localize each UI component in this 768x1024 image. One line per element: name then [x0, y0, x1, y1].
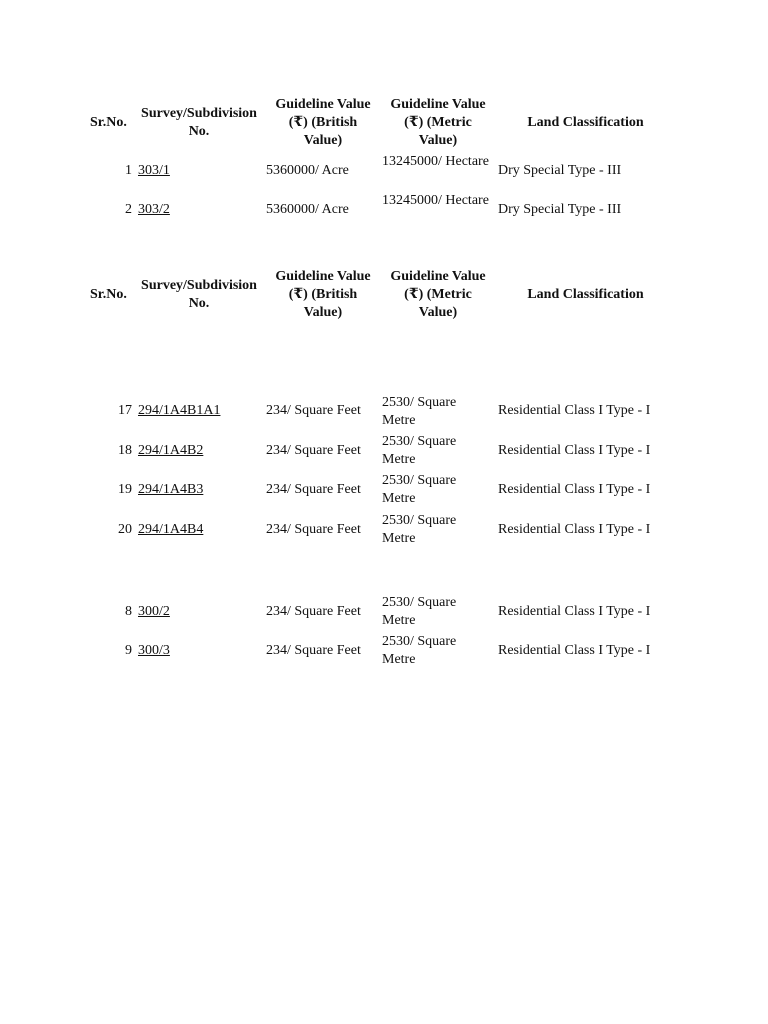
cell-land-classification: Residential Class I Type - I	[498, 522, 651, 537]
header-survey-no: Survey/Subdivision No.	[141, 278, 257, 311]
cell-land-classification: Residential Class I Type - I	[498, 643, 651, 658]
survey-number-link[interactable]: 294/1A4B2	[138, 443, 204, 458]
cell-british-value: 234/ Square Feet	[266, 643, 361, 658]
header-metric-value: Guideline Value (₹) (Metric Value)	[390, 97, 486, 148]
cell-sr-no: 8	[125, 604, 132, 619]
survey-number-link[interactable]: 300/3	[138, 643, 170, 658]
cell-british-value: 5360000/ Acre	[266, 202, 349, 217]
header-land-classification: Land Classification	[527, 115, 644, 130]
cell-british-value: 234/ Square Feet	[266, 604, 361, 619]
cell-land-classification: Residential Class I Type - I	[498, 443, 651, 458]
table-row	[88, 394, 668, 430]
cell-british-value: 234/ Square Feet	[266, 443, 361, 458]
table-header-row	[88, 267, 668, 323]
cell-sr-no: 17	[118, 403, 132, 418]
header-land-classification: Land Classification	[527, 287, 644, 302]
header-british-value: Guideline Value (₹) (British Value)	[275, 269, 371, 320]
cell-british-value: 234/ Square Feet	[266, 482, 361, 497]
header-sr-no: Sr.No.	[90, 287, 127, 302]
cell-sr-no: 9	[125, 643, 132, 658]
header-british-value: Guideline Value (₹) (British Value)	[275, 97, 371, 148]
table-row	[88, 472, 668, 508]
cell-sr-no: 2	[125, 202, 132, 217]
cell-metric-value: 2530/ Square Metre	[382, 634, 457, 667]
header-survey-no: Survey/Subdivision No.	[141, 106, 257, 139]
table-row	[88, 433, 668, 469]
cell-sr-no: 18	[118, 443, 132, 458]
table-row	[88, 633, 668, 669]
cell-sr-no: 19	[118, 482, 132, 497]
cell-british-value: 234/ Square Feet	[266, 522, 361, 537]
survey-number-link[interactable]: 294/1A4B4	[138, 522, 204, 537]
cell-metric-value: 2530/ Square Metre	[382, 595, 457, 628]
cell-metric-value: 2530/ Square Metre	[382, 434, 457, 467]
survey-number-link[interactable]: 294/1A4B3	[138, 482, 204, 497]
cell-sr-no: 1	[125, 163, 132, 178]
table-row	[88, 153, 668, 189]
cell-metric-value: 13245000/ Hectare	[382, 193, 489, 208]
survey-number-link[interactable]: 303/1	[138, 163, 170, 178]
cell-metric-value: 2530/ Square Metre	[382, 513, 457, 546]
cell-land-classification: Residential Class I Type - I	[498, 482, 651, 497]
cell-land-classification: Dry Special Type - III	[498, 202, 622, 217]
cell-metric-value: 13245000/ Hectare	[382, 154, 489, 169]
cell-land-classification: Dry Special Type - III	[498, 163, 622, 178]
table-row	[88, 594, 668, 630]
header-sr-no: Sr.No.	[90, 115, 127, 130]
survey-number-link[interactable]: 294/1A4B1A1	[138, 403, 221, 418]
cell-british-value: 234/ Square Feet	[266, 403, 361, 418]
cell-british-value: 5360000/ Acre	[266, 163, 349, 178]
table-row	[88, 512, 668, 548]
survey-number-link[interactable]: 303/2	[138, 202, 170, 217]
cell-land-classification: Residential Class I Type - I	[498, 403, 651, 418]
table-header-row	[88, 95, 668, 151]
cell-metric-value: 2530/ Square Metre	[382, 473, 457, 506]
survey-number-link[interactable]: 300/2	[138, 604, 170, 619]
cell-sr-no: 20	[118, 522, 132, 537]
cell-land-classification: Residential Class I Type - I	[498, 604, 651, 619]
table-row	[88, 192, 668, 228]
header-metric-value: Guideline Value (₹) (Metric Value)	[390, 269, 486, 320]
cell-metric-value: 2530/ Square Metre	[382, 395, 457, 428]
